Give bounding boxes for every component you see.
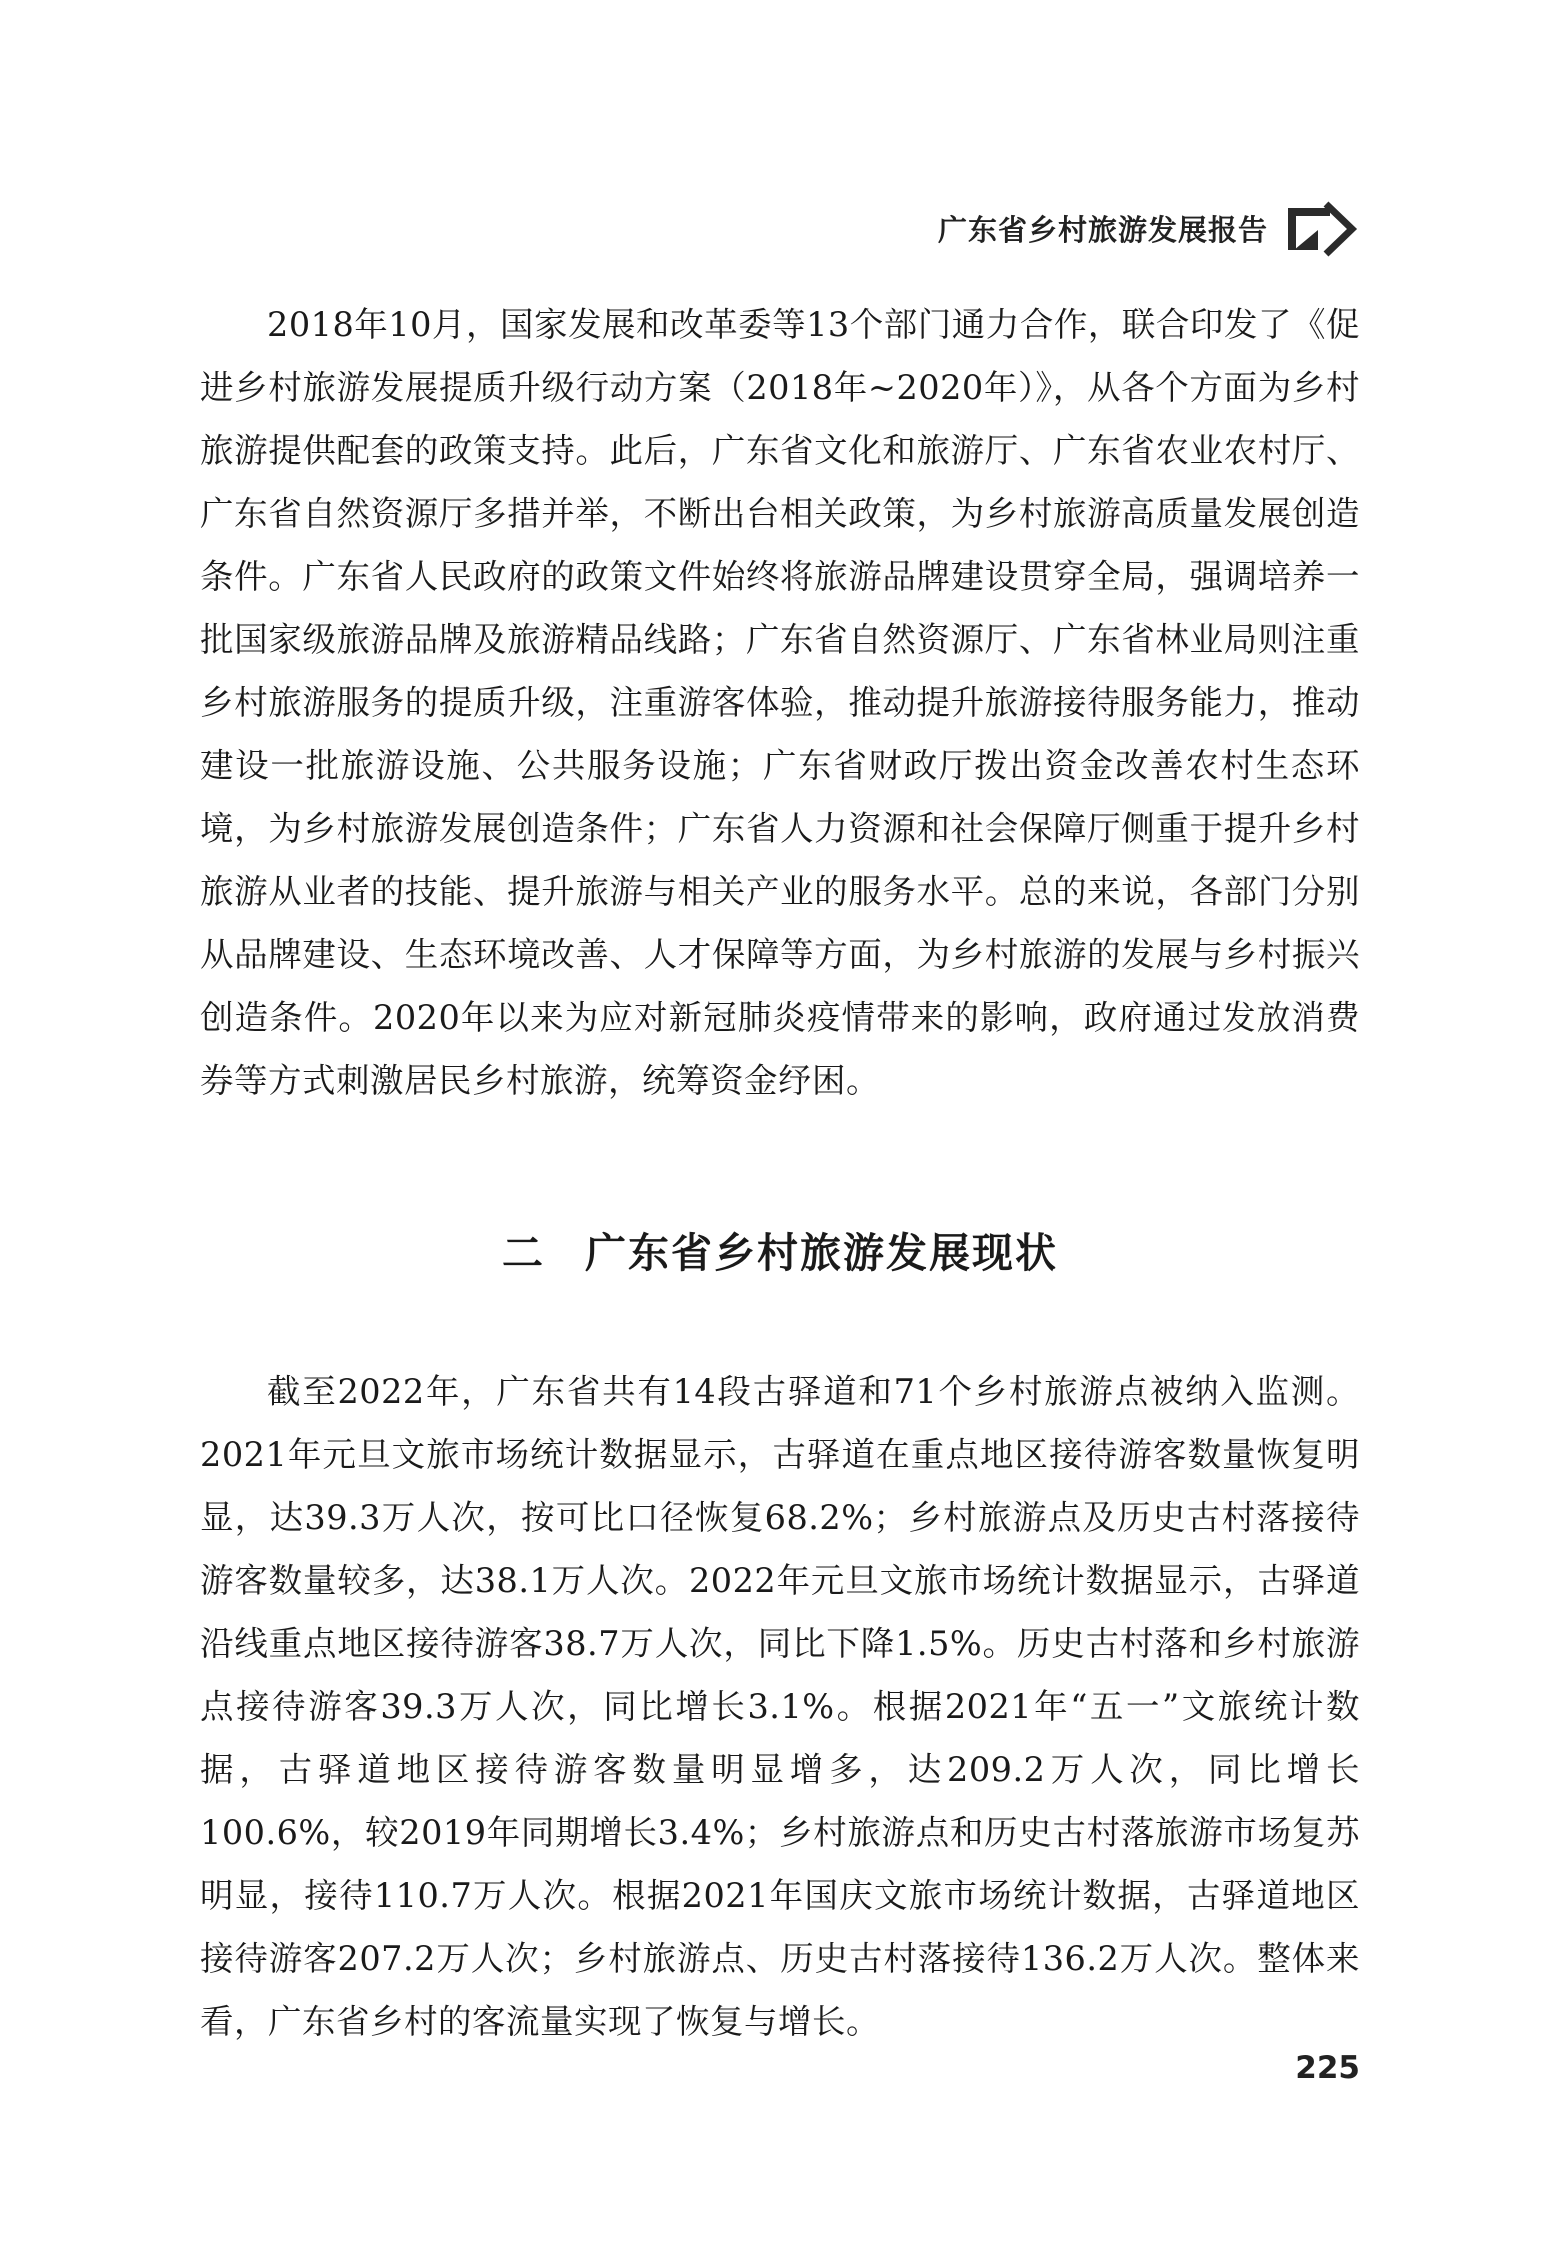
section-heading (200, 1220, 1360, 1279)
running-header (200, 200, 1360, 264)
page-number: 225 (1295, 2050, 1360, 2086)
body-paragraph-policy: 2018年10月，国家发展和改革委等13个部门通力合作，联合印发了《促进乡村旅游发展提质升级行动方案（2018年~2020年）》，从各个方面为乡村旅游提供配套的政策支持。此后，广东省文化和旅游厅、广东省农业农村厅、广东省自然资源厅多措并举，不断出台相关政策，为乡村旅游高质量发展创造条件。广东省人民政府的政策文件始终将旅游品牌建设贯穿全局，强调培养一批国家级旅游品牌及旅游精品线路；广东省自然资源厅、广东省林业局则注重乡村旅游服务的提质升级，注重游客体验，推动提升旅游接待服务能力，推动建设一批旅游设施、公共服务设施；广东省财政厅拨出资金改善农村生态环境，为乡村旅游发展创造条件；广东省人力资源和社会保障厅侧重于提升乡村旅游从业者的技能、提升旅游与相关产业的服务水平。总的来说，各部门分别从品牌建设、生态环境改善、人才保障等方面，为乡村旅游的发展与乡村振兴创造条件。2020年以来为应对新冠肺炎疫情带来的影响，政府通过发放消费券等方式刺激居民乡村旅游，统筹资金纾困。 (200, 305, 1360, 1100)
book-corner-logo-icon (1286, 200, 1360, 258)
body-paragraph-status: 截至2022年，广东省共有14段古驿道和71个乡村旅游点被纳入监测。2021年元旦文旅市场统计数据显示，古驿道在重点地区接待游客数量恢复明显，达39.3万人次，按可比口径恢复68.2%；乡村旅游点及历史古村落接待游客数量较多，达38.1万人次。2022年元旦文旅市场统计数据显示，古驿道沿线重点地区接待游客38.7万人次，同比下降1.5%。历史古村落和乡村旅游点接待游客39.3万人次，同比增长3.1%。根据2021年“五一”文旅统计数据，古驿道地区接待游客数量明显增多，达209.2万人次，同比增长100.6%，较2019年同期增长3.4%；乡村旅游点和历史古村落旅游市场复苏明显，接待110.7万人次。根据2021年国庆文旅市场统计数据，古驿道地区接待游客207.2万人次；乡村旅游点、历史古村落接待136.2万人次。整体来看，广东省乡村的客流量实现了恢复与增长。 (200, 1372, 1360, 2041)
running-header-title: 广东省乡村旅游发展报告 (937, 213, 1268, 247)
section-title: 广东省乡村旅游发展现状 (585, 1229, 1058, 1277)
section-number: 二 (502, 1229, 545, 1277)
